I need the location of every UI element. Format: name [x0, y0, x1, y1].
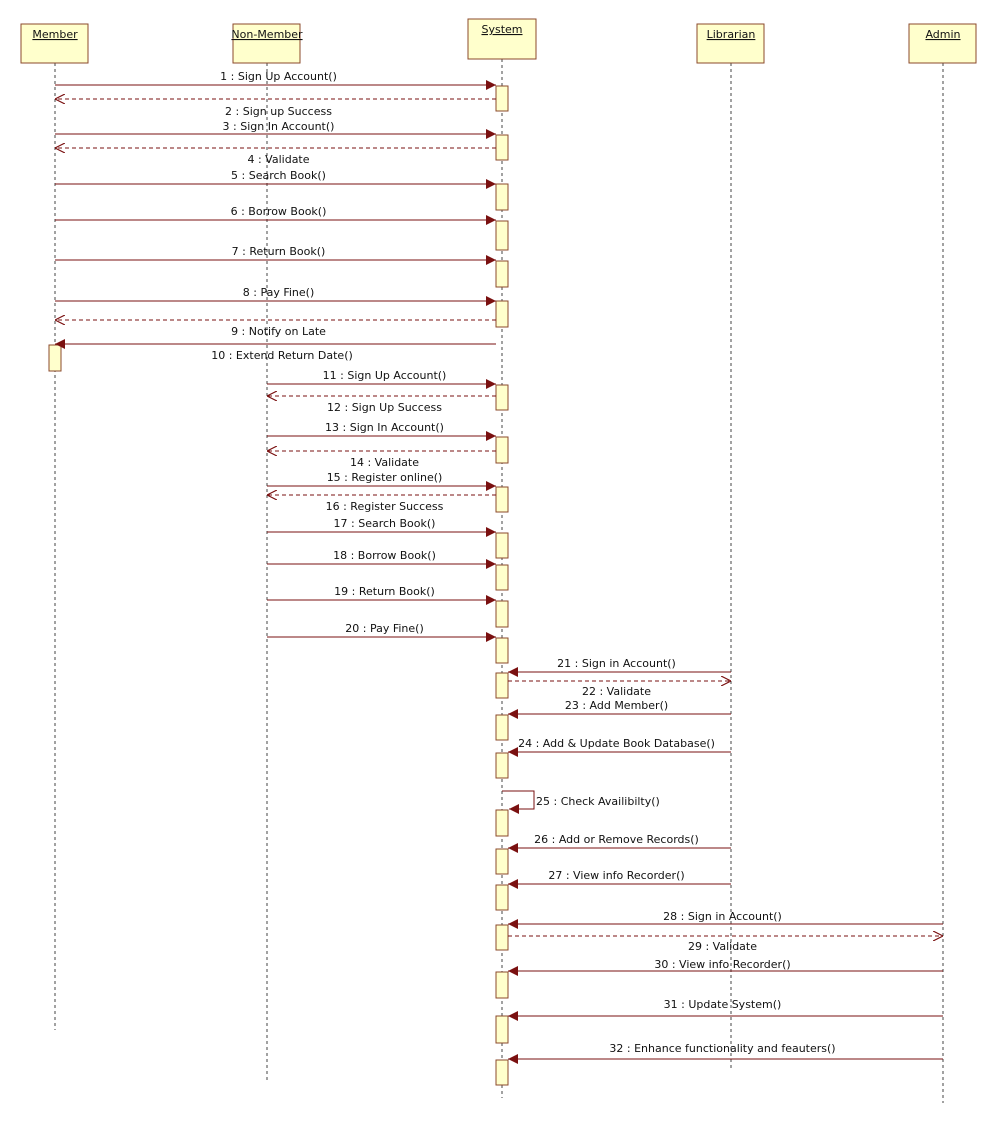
activation-bar — [496, 673, 508, 698]
message-19 — [267, 585, 496, 600]
activation-bar — [496, 925, 508, 950]
message-27 — [508, 869, 731, 884]
message-13 — [267, 421, 496, 436]
message-16 — [267, 495, 496, 513]
message-label: 5 : Search Book() — [231, 169, 326, 182]
activation-bar — [496, 972, 508, 998]
message-label: 18 : Borrow Book() — [333, 549, 436, 562]
message-30 — [508, 958, 943, 971]
message-label: 22 : Validate — [581, 685, 652, 698]
actor-name-system: System — [481, 23, 523, 36]
message-label: 20 : Pay Fine() — [345, 622, 424, 635]
message-label: 28 : Sign in Account() — [663, 910, 782, 923]
activation-bar — [496, 715, 508, 740]
message-4 — [55, 148, 496, 166]
message-label: 10 : Extend Return Date() — [211, 349, 353, 362]
message-6 — [55, 205, 496, 220]
message-23 — [508, 699, 731, 714]
message-label: 7 : Return Book() — [231, 245, 326, 258]
message-label: 2 : Sign up Success — [225, 105, 332, 118]
message-label: 32 : Enhance functionality and feauters() — [609, 1042, 836, 1055]
activation-bar — [496, 301, 508, 327]
message-label: 16 : Register Success — [325, 500, 444, 513]
activation-bar — [496, 810, 508, 836]
message-12 — [267, 396, 496, 414]
message-17 — [267, 517, 496, 532]
message-29 — [508, 936, 943, 953]
activation-bar — [496, 885, 508, 910]
activation-bar — [496, 261, 508, 287]
message-arrow — [502, 791, 534, 809]
message-14 — [267, 451, 496, 469]
activation-bar — [496, 638, 508, 663]
message-label: 4 : Validate — [247, 153, 310, 166]
actor-name-member: Member — [32, 28, 78, 41]
message-11 — [267, 369, 496, 384]
message-label: 19 : Return Book() — [334, 585, 435, 598]
message-32 — [508, 1042, 943, 1059]
activation-bar — [496, 184, 508, 210]
activation-bar — [496, 601, 508, 627]
message-22 — [508, 681, 731, 698]
message-label: 11 : Sign Up Account() — [322, 369, 447, 382]
actor-name-librarian: Librarian — [706, 28, 756, 41]
activation-bar — [496, 437, 508, 463]
message-label: 3 : Sign In Account() — [222, 120, 335, 133]
message-label: 15 : Register online() — [326, 471, 443, 484]
message-25 — [502, 791, 660, 809]
message-label: 23 : Add Member() — [564, 699, 669, 712]
activation-bar — [496, 221, 508, 250]
activation-bar — [496, 1060, 508, 1085]
message-label: 17 : Search Book() — [333, 517, 436, 530]
message-label: 6 : Borrow Book() — [230, 205, 327, 218]
message-1 — [55, 70, 496, 85]
message-label: 25 : Check Availibilty() — [536, 795, 660, 808]
message-21 — [508, 657, 731, 672]
activation-bar — [496, 849, 508, 874]
message-15 — [267, 471, 496, 486]
actor-name-nonmember: Non-Member — [231, 28, 303, 41]
activation-bar — [496, 565, 508, 590]
message-7 — [55, 245, 496, 260]
message-31 — [508, 998, 943, 1016]
message-8 — [55, 286, 496, 301]
message-9 — [55, 320, 496, 338]
message-label: 24 : Add & Update Book Database() — [518, 737, 715, 750]
activation-bar — [496, 135, 508, 160]
message-24 — [508, 737, 731, 752]
activation-bar — [496, 1016, 508, 1043]
message-label: 31 : Update System() — [663, 998, 782, 1011]
message-label: 13 : Sign In Account() — [325, 421, 444, 434]
message-label: 26 : Add or Remove Records() — [534, 833, 699, 846]
activation-bar — [496, 86, 508, 111]
actor-name-admin: Admin — [925, 28, 961, 41]
message-3 — [55, 120, 496, 134]
activations-layer — [49, 86, 508, 1085]
message-26 — [508, 833, 731, 848]
message-5 — [55, 169, 496, 184]
message-label: 21 : Sign in Account() — [557, 657, 676, 670]
activation-bar — [496, 533, 508, 558]
activation-bar — [496, 487, 508, 512]
activation-bar — [496, 385, 508, 410]
message-label: 9 : Notify on Late — [231, 325, 326, 338]
activation-bar — [49, 345, 61, 371]
message-18 — [267, 549, 496, 564]
message-label: 30 : View info Recorder() — [654, 958, 791, 971]
message-label: 1 : Sign Up Account() — [220, 70, 337, 83]
message-label: 29 : Validate — [687, 940, 758, 953]
activation-bar — [496, 753, 508, 778]
message-10 — [55, 344, 496, 362]
message-label: 27 : View info Recorder() — [548, 869, 685, 882]
message-label: 12 : Sign Up Success — [327, 401, 442, 414]
message-20 — [267, 622, 496, 637]
message-2 — [55, 99, 496, 118]
message-28 — [508, 910, 943, 924]
message-label: 14 : Validate — [349, 456, 420, 469]
message-label: 8 : Pay Fine() — [242, 286, 315, 299]
